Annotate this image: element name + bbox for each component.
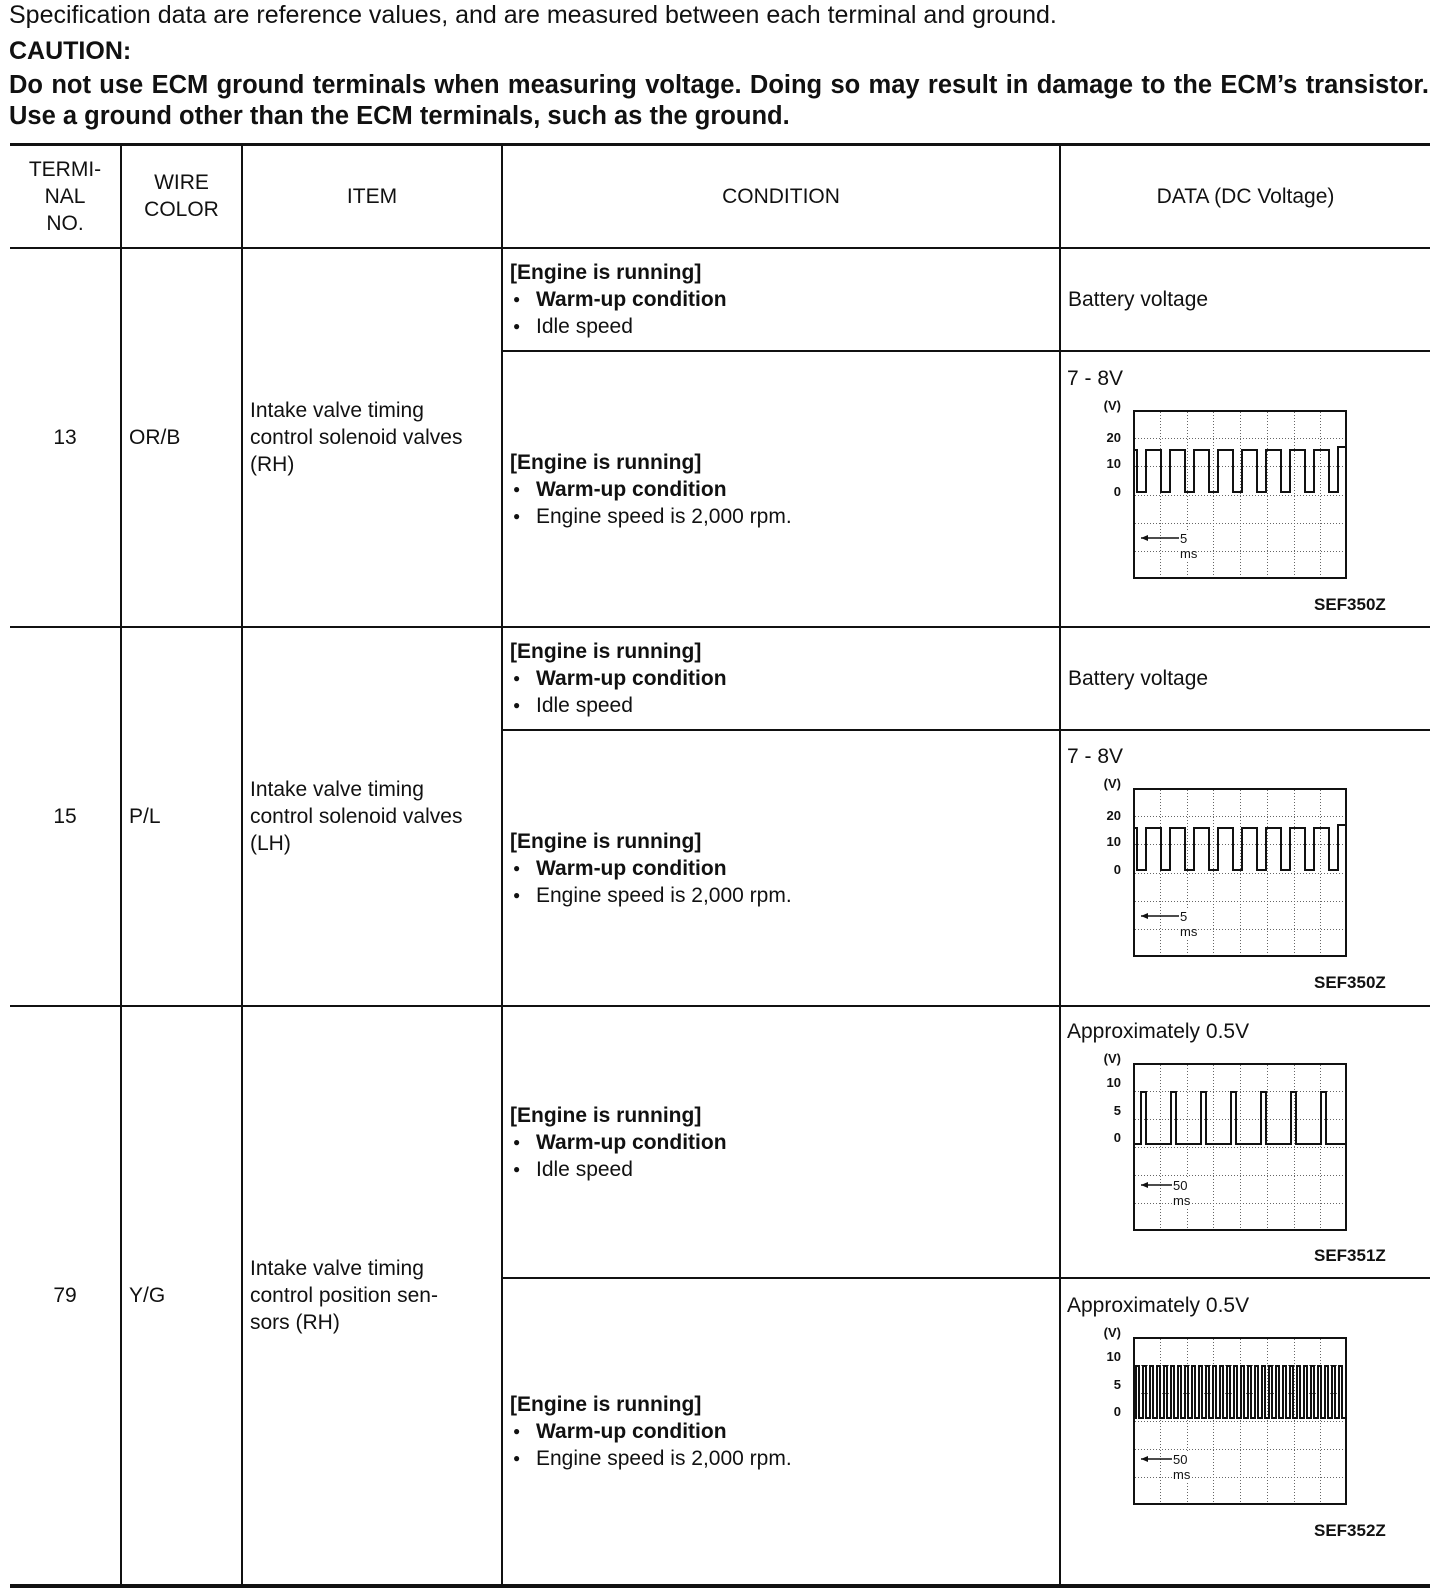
- scope-time-arrowhead: [1141, 1456, 1148, 1462]
- data-value: 7 - 8V: [1067, 745, 1124, 768]
- scope-gridlines: [1135, 790, 1345, 955]
- scope-ytick: 10: [1106, 1349, 1121, 1364]
- scope-time-label: 50 ms: [1173, 1178, 1191, 1208]
- column-rule: [241, 143, 243, 1588]
- table-bottom-rule: [10, 1584, 1430, 1588]
- scope-ytick: 10: [1106, 456, 1121, 471]
- scope-ytick: 5: [1113, 1377, 1121, 1392]
- condition-cell: [Engine is running] ● Warm-up condition ● Idle speed: [510, 1007, 1055, 1277]
- scope-grid: [1133, 788, 1347, 957]
- data-value: Approximately 0.5V: [1067, 1294, 1250, 1317]
- data-value: 7 - 8V: [1067, 367, 1124, 390]
- scope-gridlines: [1135, 1065, 1345, 1229]
- condition-cell: [Engine is running] ● Warm-up condition ● Idle speed: [510, 249, 1055, 350]
- scope-time-label: 50 ms: [1173, 1452, 1191, 1482]
- wire-color: P/L: [129, 805, 161, 828]
- scope-grid: [1133, 1063, 1347, 1231]
- column-rule: [501, 143, 503, 1588]
- header-item: ITEM: [346, 184, 398, 208]
- scope-gridlines: [1135, 1339, 1345, 1503]
- scope-grid: [1133, 410, 1347, 579]
- data-value: Approximately 0.5V: [1067, 1020, 1250, 1043]
- scope-ytick: 0: [1113, 862, 1121, 877]
- scope-time-arrowhead: [1141, 535, 1148, 541]
- scope-unit-label: (V): [1103, 776, 1121, 791]
- data-cell: Battery voltage: [1068, 667, 1209, 690]
- scope-gridlines: [1135, 412, 1345, 577]
- condition-cell: [Engine is running] ● Warm-up condition ● Idle speed: [510, 628, 1055, 729]
- scope-ytick: 5: [1113, 1103, 1121, 1118]
- scope-unit-label: (V): [1103, 1325, 1121, 1340]
- item-cell: Intake valve timing control solenoid valves (LH): [250, 778, 463, 855]
- figure-code: SEF352Z: [1314, 1521, 1386, 1540]
- scope-waveform: [1135, 1366, 1345, 1418]
- scope-time-arrowhead: [1141, 1182, 1148, 1188]
- terminal-no: 79: [53, 1284, 77, 1307]
- figure-code: SEF350Z: [1314, 595, 1386, 614]
- header-terminal-no: TERMI- NAL NO.: [28, 157, 102, 235]
- scope-time-label: 5 ms: [1180, 531, 1198, 561]
- scope-grid: [1133, 1337, 1347, 1505]
- caution-title: CAUTION:: [9, 37, 132, 65]
- item-cell: Intake valve timing control position sen- sors (RH): [250, 1257, 438, 1334]
- terminal-no: 13: [53, 426, 77, 449]
- header-data: DATA (DC Voltage): [1156, 184, 1335, 208]
- header-wire-color: WIRE COLOR: [144, 171, 219, 221]
- terminal-spec-table: [10, 143, 1430, 1588]
- wire-color: Y/G: [129, 1284, 166, 1307]
- scope-time-arrowhead: [1141, 913, 1148, 919]
- scope-ytick: 20: [1106, 808, 1121, 823]
- scope-ytick: 10: [1106, 834, 1121, 849]
- column-rule: [120, 143, 122, 1588]
- condition-cell: [Engine is running] ● Warm-up condition ● Engine speed is 2,000 rpm.: [510, 352, 1055, 626]
- scope-ytick: 20: [1106, 430, 1121, 445]
- header-condition: CONDITION: [722, 184, 840, 208]
- intro-text: Specification data are reference values, and are measured between each terminal and ground.: [9, 1, 1057, 29]
- item-cell: Intake valve timing control solenoid valves (RH): [250, 399, 463, 476]
- wire-color: OR/B: [129, 426, 181, 449]
- figure-code: SEF351Z: [1314, 1246, 1386, 1265]
- condition-cell: [Engine is running] ● Warm-up condition ● Engine speed is 2,000 rpm.: [510, 731, 1055, 1005]
- figure-code: SEF350Z: [1314, 973, 1386, 992]
- scope-ytick: 0: [1113, 1130, 1121, 1145]
- scope-time-label: 5 ms: [1180, 909, 1198, 939]
- scope-unit-label: (V): [1103, 398, 1121, 413]
- terminal-no: 15: [53, 805, 77, 828]
- scope-unit-label: (V): [1103, 1051, 1121, 1066]
- caution-body: Do not use ECM ground terminals when measuring voltage. Doing so may result in damage to the ECM’s transistor. Use a ground other than the ECM terminals, such as the ground.: [9, 71, 1429, 130]
- column-rule: [1059, 143, 1061, 1588]
- scope-ytick: 0: [1113, 484, 1121, 499]
- scope-waveform: [1135, 1092, 1345, 1144]
- condition-cell: [Engine is running] ● Warm-up condition ● Engine speed is 2,000 rpm.: [510, 1279, 1055, 1584]
- scope-ytick: 0: [1113, 1404, 1121, 1419]
- scope-ytick: 10: [1106, 1075, 1121, 1090]
- data-cell: Battery voltage: [1068, 288, 1209, 311]
